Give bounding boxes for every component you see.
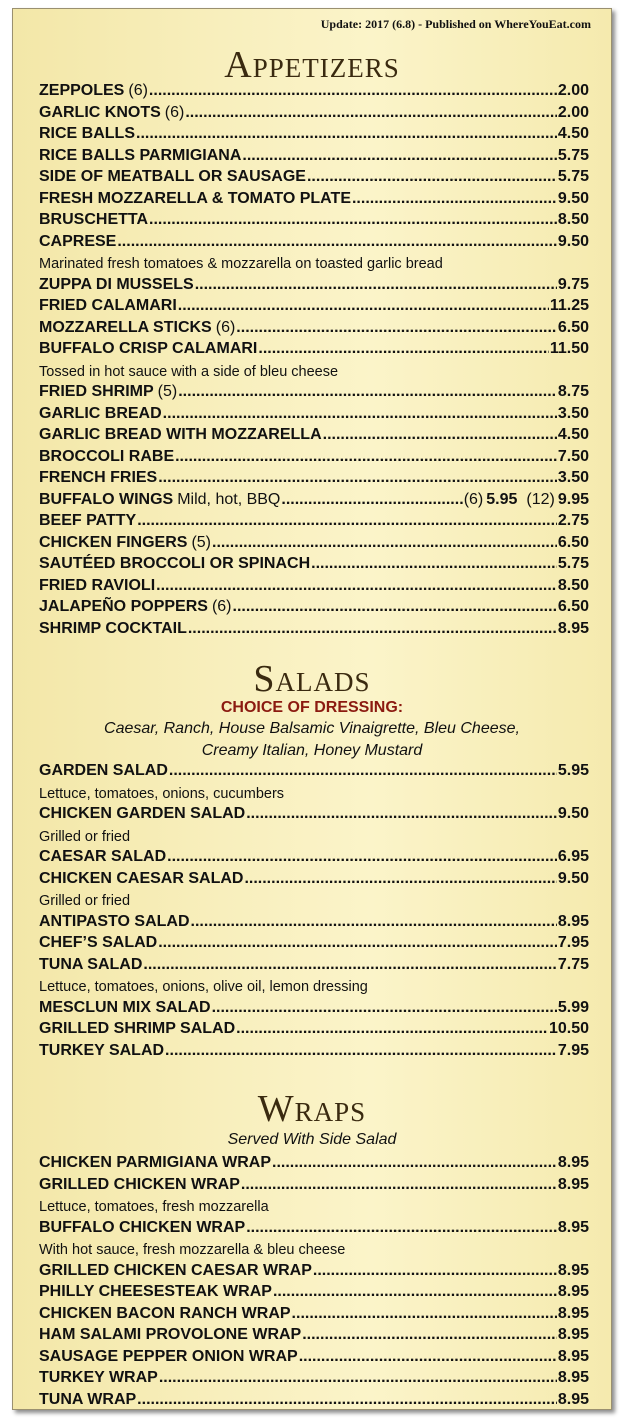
item-name: GARLIC BREAD: [39, 404, 162, 422]
dot-leader: [246, 805, 557, 823]
menu-item-buffalo-chicken-wrap[interactable]: [39, 1219, 589, 1241]
item-price: 8.50: [557, 576, 589, 594]
item-price: 8.95: [557, 1390, 589, 1408]
item-price: 6.50: [557, 533, 589, 551]
dot-leader: [307, 168, 557, 186]
item-name: GRILLED SHRIMP SALAD: [39, 1020, 236, 1037]
menu-item-tuna-wrap[interactable]: [39, 1391, 589, 1411]
item-name: RICE BALLS PARMIGIANA: [39, 146, 242, 164]
item-price: 3.50: [557, 469, 589, 486]
item-name: CHEF’S SALAD: [39, 934, 158, 951]
item-qty: (6): [211, 598, 232, 615]
item-name: JALAPEÑO POPPERS: [39, 598, 208, 615]
dot-leader: [313, 1262, 557, 1280]
menu-item-caprese[interactable]: [39, 233, 589, 255]
dot-leader: [244, 870, 556, 888]
item-name: HAM SALAMI PROVOLONE WRAP: [39, 1326, 302, 1343]
menu-item-garlic-bread[interactable]: [39, 405, 589, 427]
dot-leader: [163, 405, 557, 423]
menu-item-fried-calamari[interactable]: [39, 297, 589, 319]
dot-leader: [149, 211, 557, 229]
item-name: CHICKEN GARDEN SALAD: [39, 805, 246, 822]
menu-item-side-of-meatball-or-sausage[interactable]: [39, 168, 589, 190]
item-price: 8.95: [557, 1347, 589, 1365]
item-name: BROCCOLI RABE: [39, 447, 175, 465]
item-name: BEEF PATTY: [39, 512, 137, 529]
item-price: 9.75: [557, 275, 589, 293]
item-price: 7.75: [557, 955, 589, 973]
item-price: 6.50: [557, 598, 589, 615]
salads-title: Salads: [253, 658, 371, 700]
item-name: MOZZARELLA STICKS: [39, 318, 212, 336]
update-note: Update: 2017 (6.8) - Published on WhereYouEat.com: [320, 17, 591, 31]
menu-item-rice-balls-parmigiana[interactable]: [39, 147, 589, 169]
menu-item-antipasto-salad[interactable]: [39, 913, 589, 935]
dot-leader: [299, 1348, 557, 1366]
item-name: GARDEN SALAD: [39, 762, 168, 779]
salads-list: [39, 762, 589, 1063]
item-name: ZEPPOLES: [39, 82, 125, 99]
menu-item-fried-ravioli[interactable]: [39, 577, 589, 599]
item-price: 4.50: [557, 125, 589, 142]
item-price: 10.50: [548, 1020, 589, 1037]
item-price: 7.50: [557, 447, 589, 465]
menu-item-french-fries[interactable]: [39, 469, 589, 491]
menu-item-garden-salad[interactable]: [39, 762, 589, 784]
dot-leader: [302, 1326, 557, 1344]
dot-leader: [281, 491, 462, 509]
menu-item-shrimp-cocktail[interactable]: [39, 620, 589, 642]
menu-item-bruschetta[interactable]: [39, 211, 589, 233]
item-price: 7.95: [557, 1041, 589, 1059]
menu-item-sausage-pepper-onion-wrap[interactable]: [39, 1348, 589, 1370]
item-name: CHICKEN CAESAR SALAD: [39, 869, 244, 887]
menu-item-buffalo-crisp-calamari[interactable]: [39, 340, 589, 362]
item-price: 8.95: [557, 1218, 589, 1236]
item-name: CAESAR SALAD: [39, 848, 167, 865]
dot-leader: [311, 555, 557, 573]
menu-item-mesclun-mix-salad[interactable]: [39, 999, 589, 1021]
menu-item-grilled-chicken-caesar-wrap[interactable]: [39, 1262, 589, 1284]
item-price: 8.95: [557, 1175, 589, 1193]
menu-item-tuna-salad[interactable]: [39, 956, 589, 978]
item-name: MESCLUN MIX SALAD: [39, 998, 211, 1016]
dot-leader: [241, 1176, 557, 1194]
item-name: BUFFALO WINGS: [39, 490, 174, 508]
item-price: 5.75: [557, 168, 589, 185]
menu-item-broccoli-rabe[interactable]: [39, 448, 589, 470]
item-price: 9.50: [557, 805, 589, 822]
item-name: SAUSAGE PEPPER ONION WRAP: [39, 1347, 298, 1365]
item-price: 8.95: [557, 912, 589, 930]
dot-leader: [258, 340, 548, 358]
item-price: 2.00: [557, 103, 589, 121]
item-name: SIDE OF MEATBALL OR SAUSAGE: [39, 168, 306, 185]
item-name: GRILLED CHICKEN CAESAR WRAP: [39, 1261, 312, 1279]
menu-item-zuppa-di-mussels[interactable]: [39, 276, 589, 298]
item-name: FRESH MOZZARELLA & TOMATO PLATE: [39, 189, 351, 207]
item-price: 7.95: [557, 934, 589, 951]
item-description: Grilled or fried: [39, 893, 131, 909]
item-qty: (6): [215, 318, 236, 336]
item-qty: (6): [164, 103, 185, 121]
menu-item-beef-patty[interactable]: [39, 512, 589, 534]
item-price: 8.95: [557, 1283, 589, 1300]
menu-item-caesar-salad[interactable]: [39, 848, 589, 870]
dot-leader: [188, 620, 557, 638]
dot-leader: [272, 1154, 557, 1172]
item-price: 9.50: [557, 232, 589, 250]
item-name: FRIED SHRIMP: [39, 383, 154, 400]
item-name: SAUTÉED BROCCOLI OR SPINACH: [39, 555, 311, 572]
item-description: Marinated fresh tomatoes & mozzarella on toasted garlic bread: [39, 256, 443, 272]
item-price: 5.95: [557, 762, 589, 779]
menu-item-garlic-bread-with-mozzarella[interactable]: [39, 426, 589, 448]
item-description: Tossed in hot sauce with a side of bleu cheese: [39, 363, 339, 380]
menu-item-mozzarella-sticks[interactable]: [39, 319, 589, 341]
item-price: 8.95: [557, 1154, 589, 1171]
dot-leader: [149, 82, 557, 100]
item-name: GARLIC BREAD WITH MOZZARELLA: [39, 426, 322, 443]
dot-leader: [233, 598, 557, 616]
item-price: 8.95: [557, 1326, 589, 1343]
item-name: FRIED CALAMARI: [39, 297, 177, 314]
dot-leader: [143, 956, 556, 974]
item-name: BUFFALO CHICKEN WRAP: [39, 1218, 246, 1236]
dot-leader: [167, 848, 557, 866]
dot-leader: [195, 276, 557, 294]
item-name: FRIED RAVIOLI: [39, 576, 156, 594]
menu-item-chicken-caesar-salad[interactable]: [39, 870, 589, 892]
wraps-list: [39, 1154, 589, 1410]
item-name: CAPRESE: [39, 232, 117, 250]
menu-item-grilled-chicken-wrap[interactable]: [39, 1176, 589, 1198]
item-price: 8.50: [557, 211, 589, 228]
item-price: 4.50: [557, 426, 589, 443]
menu-item-fried-shrimp[interactable]: [39, 383, 589, 405]
dot-leader: [178, 297, 549, 315]
item-price: 5.75: [557, 555, 589, 572]
dot-leader: [242, 147, 556, 165]
item-name: PHILLY CHEESESTEAK WRAP: [39, 1283, 272, 1300]
menu-item-philly-cheesesteak-wrap[interactable]: [39, 1283, 589, 1305]
dot-leader: [137, 1391, 557, 1409]
item-price: 2.00: [557, 82, 589, 99]
item-name: CHICKEN FINGERS: [39, 533, 188, 551]
item-description: Lettuce, tomatoes, onions, cucumbers: [39, 785, 285, 802]
dot-leader: [191, 913, 557, 931]
item-name: GARLIC KNOTS: [39, 103, 161, 121]
item-name: ZUPPA DI MUSSELS: [39, 275, 194, 293]
item-price: 8.95: [557, 619, 589, 637]
menu-item-grilled-shrimp-salad[interactable]: [39, 1020, 589, 1042]
dot-leader: [158, 469, 557, 487]
item-description: With hot sauce, fresh mozzarella & bleu cheese: [39, 1242, 346, 1258]
menu-item-chicken-fingers[interactable]: [39, 534, 589, 556]
menu-item-turkey-salad[interactable]: [39, 1042, 589, 1064]
dot-leader: [212, 999, 557, 1017]
item-description: Lettuce, tomatoes, onions, olive oil, lemon dressing: [39, 979, 368, 995]
item-qty: (6): [128, 82, 148, 99]
dot-leader: [246, 1219, 557, 1237]
dot-leader: [158, 934, 557, 952]
item-name: TURKEY WRAP: [39, 1369, 158, 1386]
item-price: 3.50: [557, 404, 589, 422]
menu-item-garlic-knots[interactable]: [39, 104, 589, 126]
item-price: 11.50: [549, 340, 589, 357]
menu-item-chicken-parmigiana-wrap[interactable]: [39, 1154, 589, 1176]
item-price: 9.50: [557, 189, 589, 207]
wraps-title: Wraps: [257, 1088, 367, 1130]
dot-leader: [169, 762, 557, 780]
dot-leader: [292, 1305, 557, 1323]
item-name: SHRIMP COCKTAIL: [39, 619, 187, 637]
item-name: GRILLED CHICKEN WRAP: [39, 1175, 240, 1193]
appetizers-list: [39, 82, 589, 641]
item-price: 2.75: [557, 512, 589, 529]
dot-leader: [236, 1020, 548, 1038]
dot-leader: [156, 577, 557, 595]
item-qty: (5): [191, 533, 212, 551]
menu-item-rice-balls[interactable]: [39, 125, 589, 147]
dot-leader: [117, 233, 557, 251]
dot-leader: [137, 512, 557, 530]
menu-item-turkey-wrap[interactable]: [39, 1369, 589, 1391]
menu-item-fresh-mozzarella-tomato-plate[interactable]: [39, 190, 589, 212]
item-price: 6.95: [557, 848, 589, 865]
menu-item-zeppoles[interactable]: [39, 82, 589, 104]
item-price: 9.50: [557, 869, 589, 887]
item-price: 8.95: [557, 1304, 589, 1322]
dot-leader: [273, 1283, 557, 1301]
dot-leader: [136, 125, 557, 143]
appetizers-list-part2: [39, 512, 589, 641]
item-name: CHICKEN BACON RANCH WRAP: [39, 1304, 291, 1322]
item-name: TURKEY SALAD: [39, 1041, 165, 1059]
item-name: FRENCH FRIES: [39, 469, 158, 486]
dot-leader: [323, 426, 557, 444]
dot-leader: [159, 1369, 557, 1387]
item-price: 6.50: [557, 318, 589, 336]
menu-item-chicken-garden-salad[interactable]: [39, 805, 589, 827]
dressing-options-line2: Creamy Italian, Honey Mustard: [201, 742, 423, 759]
menu-item-jalape-o-poppers[interactable]: [39, 598, 589, 620]
item-price: 8.95: [557, 1261, 589, 1279]
wings-small-price: 5.95: [486, 490, 518, 508]
menu-item-buffalo-wings[interactable]: [39, 491, 589, 513]
item-name: ANTIPASTO SALAD: [39, 912, 190, 930]
appetizers-title: Appetizers: [224, 44, 400, 86]
wings-large-price: 9.95: [557, 490, 589, 508]
wings-small-label: (6): [463, 490, 484, 508]
item-description: Grilled or fried: [39, 828, 131, 845]
menu-item-ham-salami-provolone-wrap[interactable]: [39, 1326, 589, 1348]
dot-leader: [212, 534, 557, 552]
item-note: Mild, hot, BBQ: [177, 490, 281, 508]
dressing-heading: CHOICE OF DRESSING:: [220, 699, 404, 716]
wings-large-label: (12): [526, 490, 555, 508]
dot-leader: [175, 448, 557, 466]
dot-leader: [185, 104, 557, 122]
item-price: 8.75: [557, 383, 589, 400]
item-price: 5.99: [557, 998, 589, 1016]
dressing-options-line1: Caesar, Ranch, House Balsamic Vinaigrette, Bleu Cheese,: [104, 720, 520, 737]
appetizers-list-part1: [39, 82, 589, 491]
dot-leader: [236, 319, 557, 337]
item-qty: (5): [157, 383, 178, 400]
item-description: Lettuce, tomatoes, fresh mozzarella: [39, 1199, 269, 1215]
item-price: 5.75: [557, 146, 589, 164]
menu-page: [12, 8, 612, 1410]
item-name: CHICKEN PARMIGIANA WRAP: [39, 1154, 271, 1171]
item-price: 11.25: [549, 297, 589, 314]
dot-leader: [352, 190, 557, 208]
item-name: RICE BALLS: [39, 125, 135, 142]
dot-leader: [178, 383, 557, 401]
menu-item-chicken-bacon-ranch-wrap[interactable]: [39, 1305, 589, 1327]
menu-item-saut-ed-broccoli-or-spinach[interactable]: [39, 555, 589, 577]
item-name: BRUSCHETTA: [39, 211, 149, 228]
menu-item-chef-s-salad[interactable]: [39, 934, 589, 956]
dot-leader: [165, 1042, 557, 1060]
item-name: TUNA SALAD: [39, 955, 143, 973]
item-name: BUFFALO CRISP CALAMARI: [39, 340, 258, 357]
wraps-subtitle: Served With Side Salad: [227, 1131, 397, 1148]
item-name: TUNA WRAP: [39, 1390, 137, 1408]
item-price: 8.95: [557, 1369, 589, 1386]
